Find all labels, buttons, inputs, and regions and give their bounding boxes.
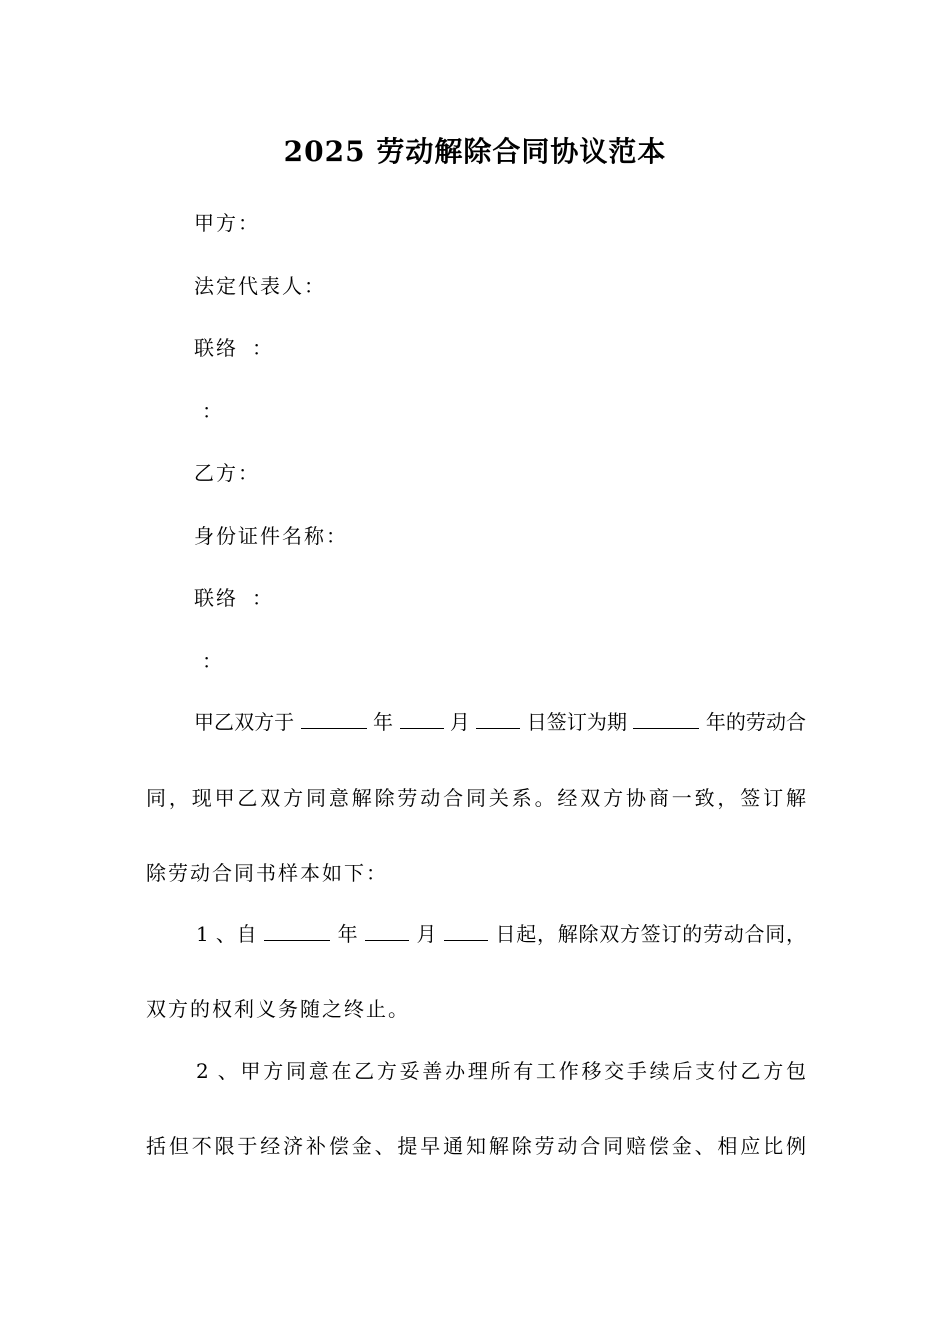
party-b-label: 乙方： [194, 461, 260, 485]
id-document-name-label: 身份证件名称： [194, 524, 348, 548]
party-a-extra-colon: ： [202, 399, 224, 423]
item-1-blank-day [444, 922, 488, 941]
item-1-text-b: 年 [337, 922, 359, 946]
document-title: 2025 劳动解除合同协议范本 [283, 135, 667, 168]
party-b-contact-colon: ： [252, 586, 274, 610]
item-2-line-1: 2 、甲方同意在乙方妥善办理所有工作移交手续后支付乙方包 [196, 1059, 806, 1083]
item-1-text-d: 日起，解除双方签订的劳动合同， [495, 922, 806, 946]
item-1-blank-year [264, 922, 330, 941]
party-a-contact-colon: ： [252, 336, 274, 360]
item-1-text-c: 月 [416, 922, 438, 946]
blank-term-years [633, 710, 699, 729]
party-a-contact-field [194, 332, 274, 361]
intro-line-2: 同，现甲乙双方同意解除劳动合同关系。经双方协商一致，签订解 [146, 786, 806, 810]
item-2-line-2: 括但不限于经济补偿金、提早通知解除劳动合同赔偿金、相应比例 [146, 1134, 806, 1158]
blank-month [400, 710, 444, 729]
party-b-contact-label: 联络 [194, 586, 238, 610]
party-a-contact-label: 联络 [194, 336, 238, 360]
item-1-text-a: 1 、自 [196, 922, 258, 946]
intro-text-b: 年 [373, 710, 394, 734]
item-1-line-1 [196, 918, 806, 947]
intro-text-a: 甲乙双方于 [194, 710, 295, 734]
item-1-blank-month [365, 922, 409, 941]
blank-year [301, 710, 367, 729]
item-1-line-2: 双方的权利义务随之终止。 [146, 997, 410, 1021]
blank-day [476, 710, 520, 729]
party-a-label: 甲方： [194, 211, 260, 235]
intro-line-3: 除劳动合同书样本如下： [146, 861, 388, 885]
intro-text-d: 日签订为期 [526, 710, 627, 734]
party-b-contact-field [194, 582, 274, 611]
intro-text-e: 年的劳动合 [705, 710, 806, 734]
intro-line-1 [194, 706, 806, 735]
party-b-extra-colon: ： [202, 649, 224, 673]
intro-text-c: 月 [449, 710, 470, 734]
legal-representative-label: 法定代表人： [194, 274, 326, 298]
